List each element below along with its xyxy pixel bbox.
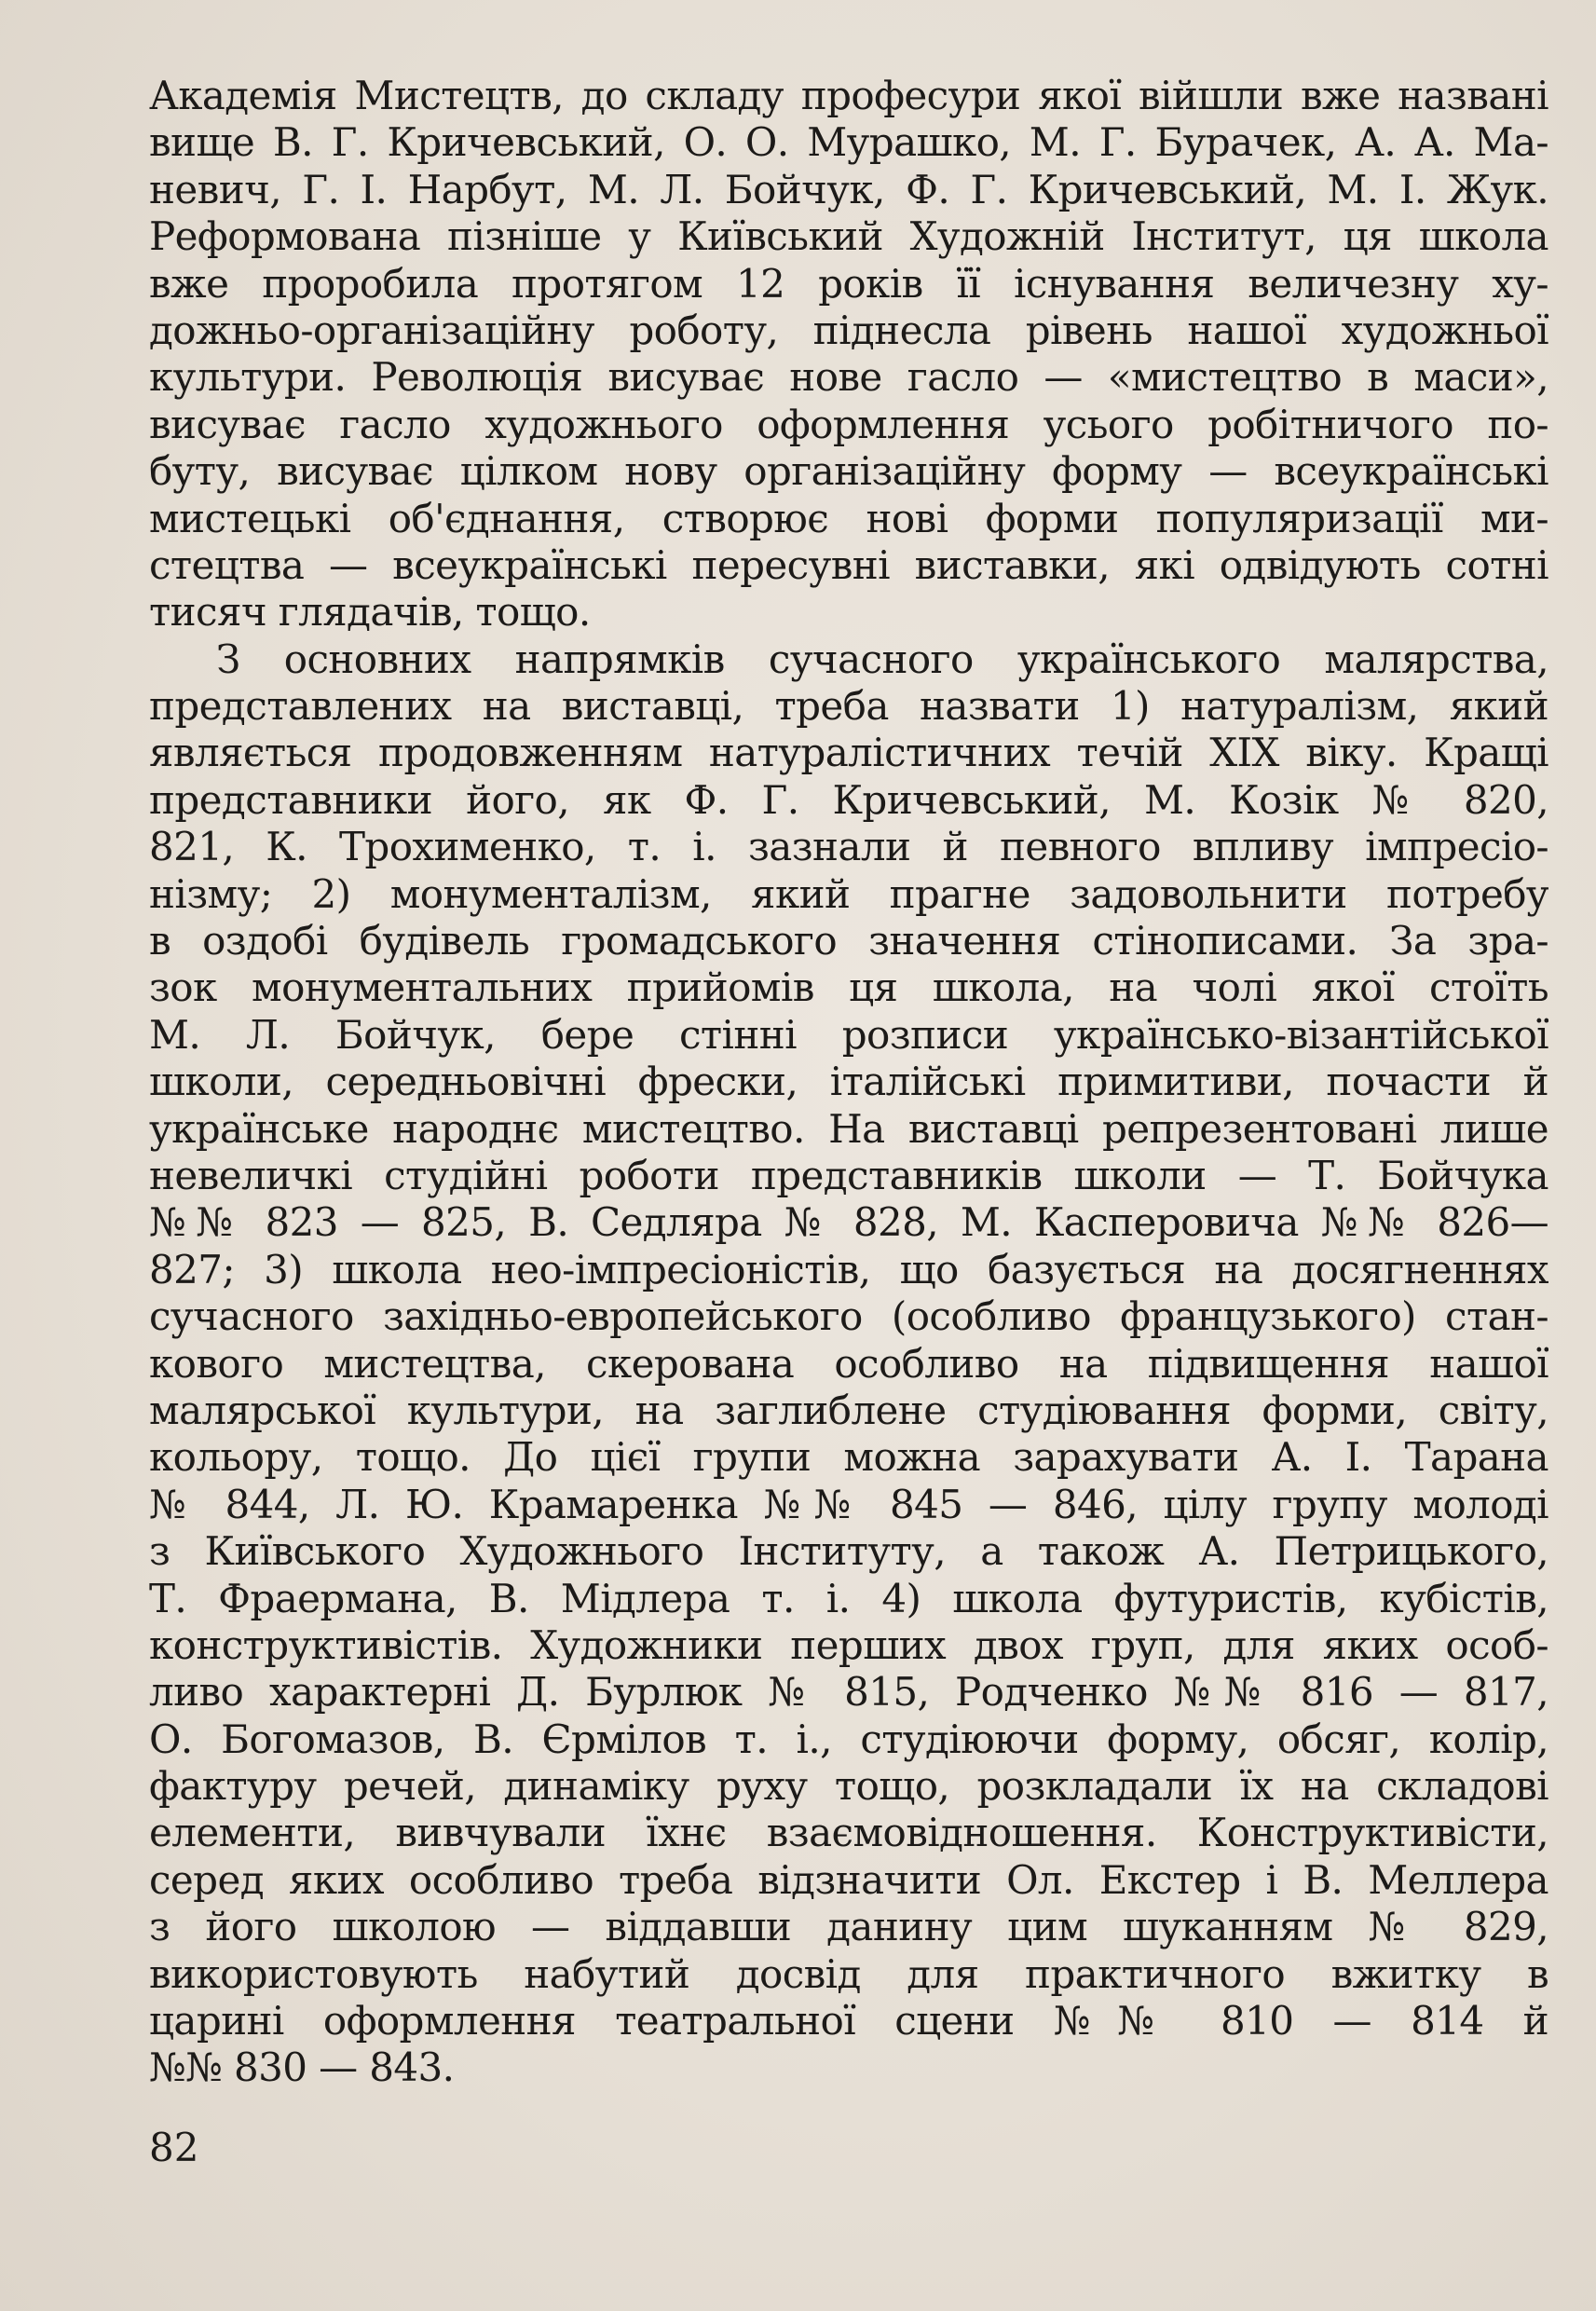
- text-line: вище В. Г. Кричевський, О. О. Мурашко, М. Г. Бурачек, А. А. Ма-: [149, 119, 1548, 166]
- text-line: представлених на виставці, треба назвати 1) натуралізм, який: [149, 683, 1548, 730]
- text-line: ливо характерні Д. Бурлюк № 815, Родченко №№ 816 — 817,: [149, 1669, 1548, 1716]
- text-line: кового мистецтва, скерована особливо на підвищення нашої: [149, 1340, 1548, 1387]
- text-line: являється продовженням натуралістичних течій XIX віку. Кращі: [149, 730, 1548, 776]
- text-line: фактуру речей, динаміку руху тощо, розкладали їх на складові: [149, 1763, 1548, 1810]
- text-line: О. Богомазов, В. Єрмілов т. і., студіюючи форму, обсяг, колір,: [149, 1716, 1548, 1762]
- text-line: елементи, вивчували їхнє взаємовідношення. Конструктивісти,: [149, 1810, 1548, 1856]
- text-line: вже проробила протягом 12 років її існування величезну ху-: [149, 260, 1548, 307]
- text-line: буту, висуває цілком нову організаційну форму — всеукраїнські: [149, 448, 1548, 495]
- text-line: невеличкі студійні роботи представників школи — Т. Бойчука: [149, 1152, 1548, 1198]
- text-line: українське народнє мистецтво. На виставці репрезентовані лише: [149, 1105, 1548, 1152]
- text-line: висуває гасло художнього оформлення усього робітничого по-: [149, 401, 1548, 447]
- text-line: сучасного західньо-европейського (особливо французького) стан-: [149, 1293, 1548, 1340]
- text-line: З основних напрямків сучасного українського малярства,: [216, 636, 1548, 682]
- text-line: 821, К. Трохименко, т. і. зазнали й певного впливу імпресіо-: [149, 824, 1548, 870]
- text-line: зок монументальних прийомів ця школа, на чолі якої стоїть: [149, 964, 1548, 1011]
- text-line: школи, середньовічні фрески, італійські примитиви, почасти й: [149, 1059, 1548, 1105]
- text-line: Академія Мистецтв, до складу професури якої війшли вже названі: [149, 73, 1548, 118]
- text-line: стецтва — всеукраїнські пересувні виставки, які одвідують сотні: [149, 541, 1548, 588]
- text-line: дожньо-організаційну роботу, піднесла рівень нашої художньої: [149, 307, 1548, 353]
- text-line: царині оформлення театральної сцени №№ 810 — 814 й: [149, 1998, 1548, 2044]
- text-line: культури. Революція висуває нове гасло — «мистецтво в маси»,: [149, 354, 1548, 401]
- text-line: кольору, тощо. До цієї групи можна зарахувати А. І. Тарана: [149, 1434, 1548, 1481]
- text-line: з Київського Художнього Інституту, а також А. Петрицького,: [149, 1528, 1548, 1575]
- text-line: використовують набутий досвід для практичного вжитку в: [149, 1950, 1548, 1997]
- text-line: №№ 823 — 825, В. Седляра № 828, М. Касперовича №№ 826—: [149, 1199, 1548, 1246]
- page-number: 82: [149, 2125, 199, 2170]
- text-line: №№ 830 — 843.: [149, 2044, 455, 2091]
- text-line: малярської культури, на заглиблене студіювання форми, світу,: [149, 1387, 1548, 1433]
- text-line: серед яких особливо треба відзначити Ол. Екстер і В. Меллера: [149, 1856, 1548, 1903]
- text-line: конструктивістів. Художники перших двох груп, для яких особ-: [149, 1621, 1548, 1668]
- text-line: нізму; 2) монументалізм, який прагне задовольнити потребу: [149, 870, 1548, 917]
- text-line: представники його, як Ф. Г. Кричевський, М. Козік № 820,: [149, 776, 1548, 823]
- text-line: тисяч глядачів, тощо.: [149, 589, 591, 636]
- body-text: [149, 73, 1548, 2092]
- text-line: № 844, Л. Ю. Крамаренка №№ 845 — 846, цілу групу молоді: [149, 1481, 1548, 1527]
- text-line: Реформована пізніше у Київський Художній Інститут, ця школа: [149, 213, 1548, 260]
- text-line: Т. Фраермана, В. Мідлера т. і. 4) школа футуристів, кубістів,: [149, 1575, 1548, 1621]
- text-line: М. Л. Бойчук, бере стінні розписи українсько-візантійської: [149, 1011, 1548, 1058]
- text-line: з його школою — віддавши данину цим шуканням № 829,: [149, 1904, 1548, 1950]
- text-line: 827; 3) школа нео-імпресіоністів, що базується на досягненнях: [149, 1246, 1548, 1292]
- text-line: мистецькі об'єднання, створює нові форми популяризації ми-: [149, 495, 1548, 541]
- text-line: в оздобі будівель громадського значення стінописами. За зра-: [149, 918, 1548, 964]
- text-line: невич, Г. І. Нарбут, М. Л. Бойчук, Ф. Г. Кричевський, М. І. Жук.: [149, 166, 1548, 212]
